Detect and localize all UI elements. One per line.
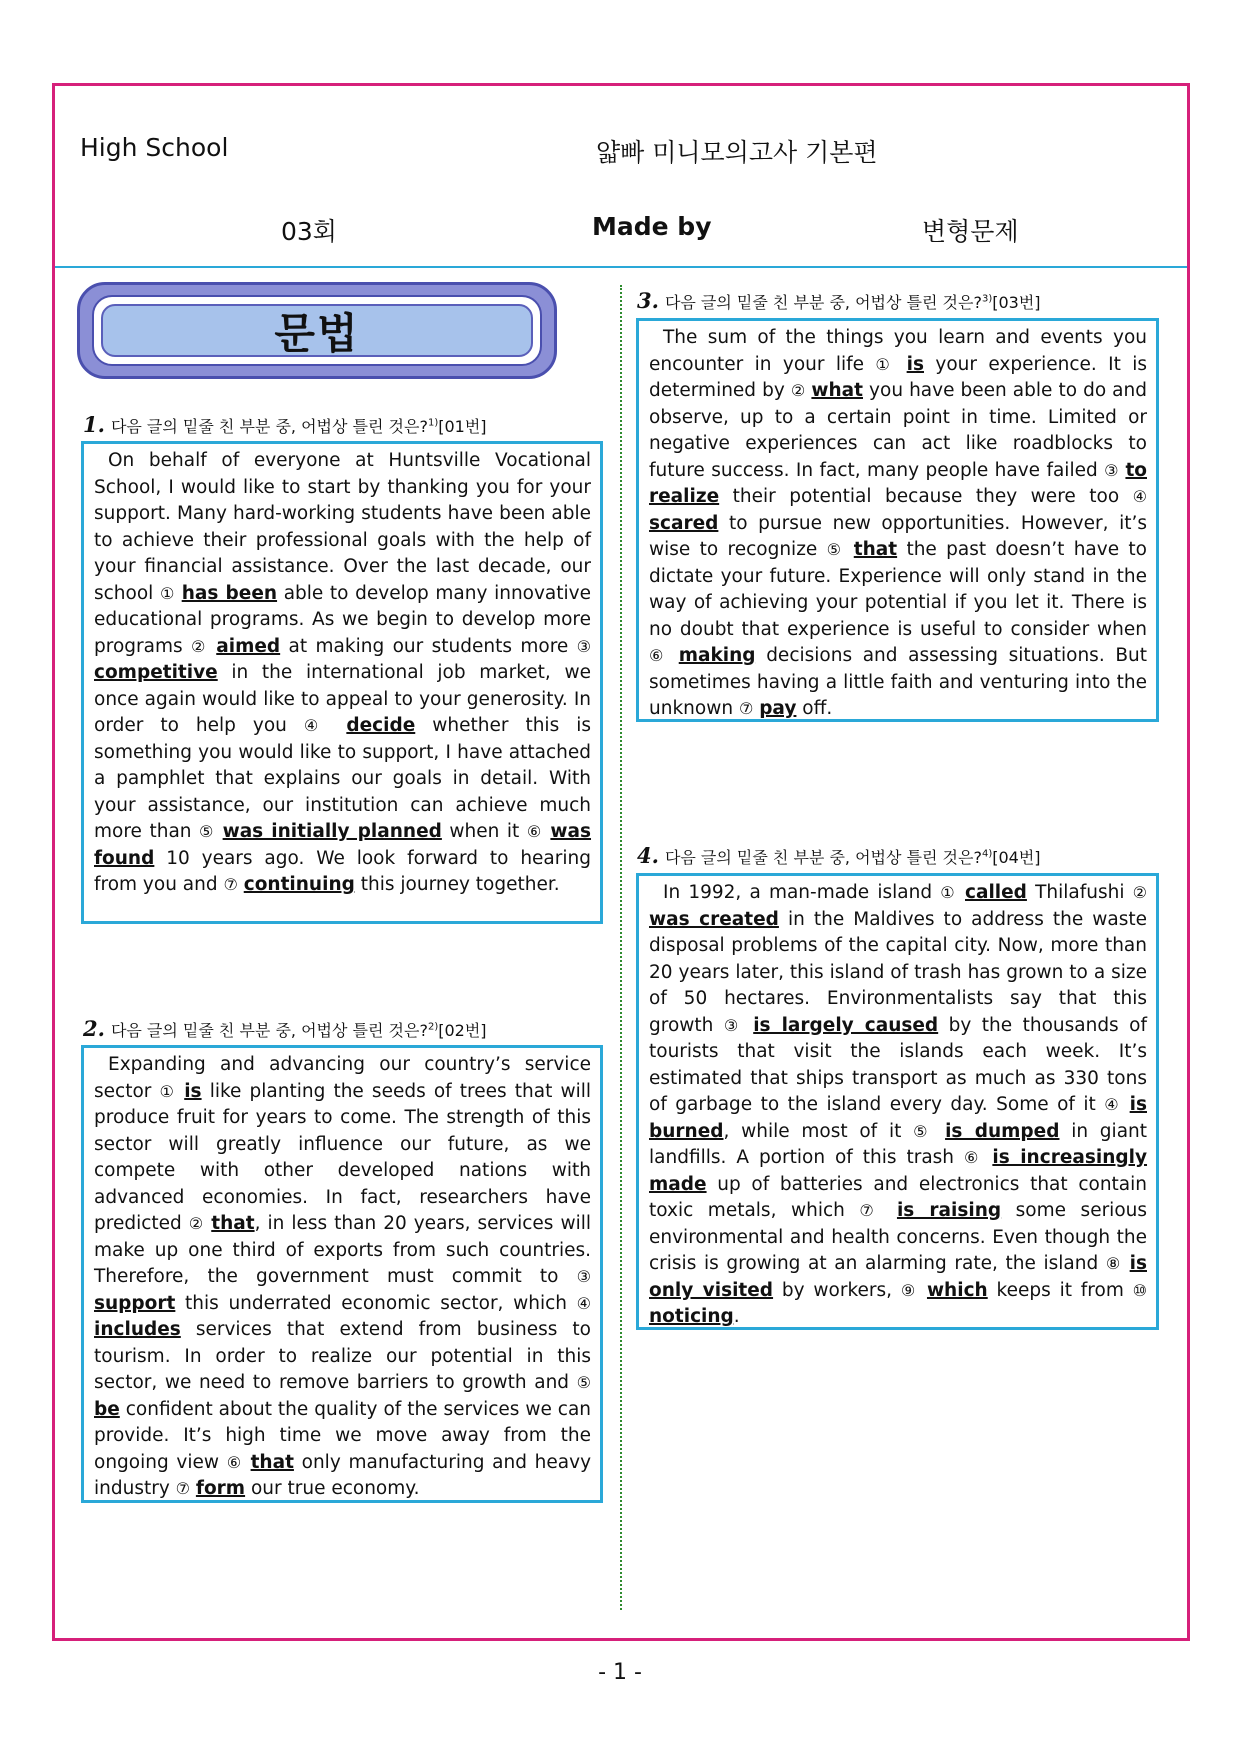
passage-segment: up of batteries and electronics that contain toxic metals, which	[649, 1173, 1147, 1221]
passage-segment: your experience. It is determined by	[649, 353, 1147, 401]
passage-segment: , in less than 20 years, services will make up one third of exports from such countries. Therefore, the government must commit to	[94, 1213, 591, 1287]
passage-segment	[329, 715, 346, 736]
choice-number: ⑩	[1132, 1280, 1148, 1300]
underlined-choice: that	[250, 1451, 294, 1473]
passage-segment	[215, 821, 223, 842]
passage-segment	[1121, 1094, 1129, 1115]
passage-segment: confident about the quality of the services we can provide. It’s high time we move away from the ongoing view	[94, 1398, 591, 1473]
question-number: 1.	[83, 412, 105, 437]
passage-segment	[743, 1015, 753, 1036]
choice-number: ③	[1104, 460, 1120, 480]
footnote-mark: 3)	[981, 293, 993, 305]
underlined-choice: competitive	[94, 662, 218, 683]
underlined-choice: is	[184, 1080, 202, 1102]
underlined-choice: is	[906, 353, 924, 375]
underlined-choice: is only visited	[649, 1253, 1147, 1301]
footnote-mark: 2)	[427, 1021, 439, 1033]
choice-number: ②	[191, 636, 208, 656]
passage-segment: .	[733, 1306, 740, 1327]
choice-number: ⑤	[576, 1373, 591, 1392]
passage-text	[649, 880, 1147, 1331]
question-prompt: 다음 글의 밑줄 친 부분 중, 어법상 틀린 것은?	[110, 1021, 428, 1040]
passage-segment	[882, 1200, 897, 1221]
underlined-choice: was created	[649, 908, 779, 930]
passage-segment: to pursue new opportunities. However, it’s wise to recognize	[649, 512, 1147, 560]
passage-segment: whether this is something you would like to support, I have attached a pamphlet that explains our goals in detail. With your assistance, our institution can achieve much more than	[94, 715, 591, 842]
underlined-choice: form	[195, 1478, 246, 1499]
question-1-passage	[81, 441, 603, 924]
passage-segment: by the thousands of tourists that visit the islands each week. It’s estimated that ships transport as much as 330 tons of garbage to the island every day. Some of it	[649, 1014, 1147, 1115]
passage-segment: some serious environmental and health concerns. Even though the crisis is growing at an alarming rate, the island	[649, 1200, 1147, 1274]
choice-number: ⑥	[226, 1452, 243, 1472]
underlined-choice: making	[678, 645, 756, 666]
passage-segment	[933, 1121, 945, 1142]
question-2-passage	[81, 1045, 603, 1503]
passage-segment: in giant landfills. A portion of this trash	[649, 1120, 1148, 1168]
choice-number: ⑤	[826, 540, 845, 559]
question-number: 3.	[637, 288, 659, 313]
underlined-choice: includes	[94, 1319, 181, 1340]
question-number: 2.	[83, 1016, 105, 1041]
choice-number: ①	[159, 1081, 177, 1101]
choice-number: ⑥	[526, 822, 543, 841]
choice-number: ⑨	[900, 1280, 919, 1300]
passage-text	[94, 1052, 591, 1503]
underlined-choice: called	[965, 882, 1027, 903]
passage-segment	[176, 1081, 184, 1102]
passage-segment	[982, 1147, 992, 1168]
underlined-choice: continuing	[243, 874, 355, 895]
question-4-title	[637, 843, 1041, 868]
passage-segment	[895, 354, 906, 375]
question-4-passage	[636, 873, 1159, 1330]
passage-text	[94, 448, 591, 899]
passage-segment: you have been able to do and observe, up to a certain point in time. Limited or negative experiences can act like roadblocks to future success. In fact, many people have failed	[649, 380, 1147, 481]
passage-segment	[1122, 1253, 1130, 1274]
passage-segment: this underrated economic sector, which	[175, 1292, 577, 1314]
header-type: 변형문제	[922, 217, 1019, 246]
passage-segment: in the international job market, we once again would like to appeal to your generosity. In order to help you	[94, 662, 591, 736]
question-source: [02번]	[438, 1021, 487, 1040]
passage-segment	[957, 882, 965, 903]
question-prompt: 다음 글의 밑줄 친 부분 중, 어법상 틀린 것은?	[110, 417, 428, 436]
underlined-choice: is dumped	[945, 1120, 1060, 1142]
passage-segment: our true economy.	[245, 1478, 420, 1499]
underlined-choice: is burned	[649, 1094, 1147, 1142]
passage-segment	[175, 583, 182, 604]
underlined-choice: that	[853, 539, 898, 560]
header-school: High School	[80, 133, 229, 162]
underlined-choice: was found	[94, 821, 592, 869]
header-divider	[55, 266, 1187, 268]
passage-segment: 10 years ago. We look forward to hearing from you and	[94, 847, 591, 895]
passage-segment: , while most of it	[723, 1120, 914, 1142]
column-divider	[620, 285, 622, 1610]
underlined-choice: be	[94, 1398, 120, 1420]
choice-number: ⑦	[175, 1479, 191, 1498]
underlined-choice: is increasingly made	[649, 1147, 1148, 1195]
page-number: - 1 -	[598, 1660, 642, 1685]
choice-number: ④	[576, 1293, 591, 1313]
question-source: [03번]	[992, 293, 1041, 312]
choice-number: ②	[1132, 883, 1147, 902]
passage-segment: this journey together.	[354, 874, 560, 895]
underlined-choice: is raising	[896, 1200, 1002, 1221]
choice-number: ⑥	[649, 646, 669, 665]
underlined-choice: support	[94, 1292, 176, 1314]
choice-number: ①	[940, 883, 957, 902]
passage-segment: when it	[441, 821, 527, 842]
passage-segment	[208, 636, 216, 657]
question-prompt: 다음 글의 밑줄 친 부분 중, 어법상 틀린 것은?	[664, 848, 982, 867]
header-made-by: Made by	[592, 212, 712, 241]
choice-number: ⑥	[963, 1148, 983, 1167]
passage-segment: Thilafushi	[1026, 882, 1133, 903]
passage-segment: In 1992, a man-made island	[663, 882, 941, 903]
section-banner	[77, 282, 557, 379]
choice-number: ③	[576, 636, 592, 656]
passage-segment	[668, 645, 679, 666]
underlined-choice: has been	[181, 582, 278, 604]
choice-number: ⑤	[913, 1121, 934, 1141]
passage-segment: On behalf of everyone at Huntsville Vocational School, I would like to start by thanking you for your support. Many hard-working students have been able to achieve their professional goals with the help of your financial assistance. Over the last decade, our school	[94, 450, 591, 604]
passage-segment: able to develop many innovative educational programs. As we begin to develop more programs	[94, 582, 591, 657]
underlined-choice: is largely caused	[753, 1014, 939, 1036]
passage-segment: by workers,	[773, 1279, 901, 1301]
passage-segment: in the Maldives to address the waste disposal problems of the capital city. Now, more than 20 years later, this island of trash has grown to a size of 50 hectares. Environmentalists say that this growth	[649, 908, 1147, 1036]
underlined-choice: noticing	[649, 1306, 734, 1327]
underlined-choice: that	[211, 1213, 255, 1234]
choice-number: ⑧	[1105, 1254, 1122, 1273]
passage-segment: the past doesn’t have to dictate your future. Experience will only stand in the way of achieving your potential if you let it. There is no doubt that experience is useful to consider when	[649, 539, 1147, 640]
passage-text	[649, 325, 1147, 723]
passage-segment: like planting the seeds of trees that will produce fruit for years to come. The strength of this sector will greatly influence our future, as we compete with other developed nations with advanced economies. In fact, researchers have predicted	[94, 1080, 591, 1234]
passage-segment: Expanding and advancing our country’s service sector	[94, 1054, 591, 1102]
question-3-passage	[636, 318, 1159, 722]
passage-segment: at making our students more	[280, 635, 577, 657]
header-series-title: 얇빠 미니모의고사 기본편	[596, 138, 878, 167]
underlined-choice: what	[811, 380, 863, 401]
choice-number: ②	[188, 1214, 205, 1233]
passage-segment: decisions and assessing situations. But sometimes having a little faith and venturing into the unknown	[649, 645, 1147, 719]
underlined-choice: to realize	[649, 459, 1147, 507]
passage-segment: keeps it from	[987, 1279, 1133, 1301]
passage-segment	[243, 1452, 251, 1473]
question-number: 4.	[637, 843, 659, 868]
passage-segment: their potential because they were too	[719, 486, 1133, 507]
choice-number: ⑤	[199, 822, 216, 841]
passage-segment: off.	[796, 698, 833, 719]
question-source: [01번]	[438, 417, 487, 436]
choice-number: ⑦	[738, 699, 754, 718]
choice-number: ④	[1132, 487, 1147, 506]
section-title: 문법	[101, 304, 533, 357]
passage-segment: services that extend from business to tourism. In order to realize our potential in this sector, we need to remove barriers to growth and	[94, 1319, 591, 1393]
choice-number: ①	[159, 583, 176, 603]
underlined-choice: was initially planned	[222, 821, 442, 842]
underlined-choice: pay	[759, 698, 797, 719]
footnote-mark: 4)	[981, 848, 993, 860]
question-source: [04번]	[992, 848, 1041, 867]
choice-number: ④	[303, 716, 330, 735]
question-prompt: 다음 글의 밑줄 친 부분 중, 어법상 틀린 것은?	[664, 293, 982, 312]
choice-number: ⑦	[859, 1201, 883, 1220]
header-round: 03회	[281, 217, 337, 246]
underlined-choice: decide	[346, 715, 416, 736]
passage-segment: The sum of the things you learn and events you encounter in your life	[649, 327, 1147, 375]
choice-number: ③	[576, 1267, 591, 1286]
choice-number: ④	[1104, 1095, 1122, 1114]
passage-segment	[844, 539, 853, 560]
question-2-title	[83, 1016, 487, 1041]
footnote-mark: 1)	[427, 417, 439, 429]
choice-number: ①	[875, 354, 896, 374]
underlined-choice: aimed	[216, 635, 281, 657]
question-1-title	[83, 412, 487, 437]
underlined-choice: scared	[649, 512, 719, 534]
passage-segment: only manufacturing and heavy industry	[94, 1451, 592, 1499]
choice-number: ②	[790, 381, 806, 400]
choice-number: ③	[723, 1015, 743, 1035]
underlined-choice: which	[926, 1279, 988, 1301]
choice-number: ⑦	[223, 875, 238, 894]
question-3-title	[637, 288, 1041, 313]
passage-segment	[918, 1280, 927, 1301]
